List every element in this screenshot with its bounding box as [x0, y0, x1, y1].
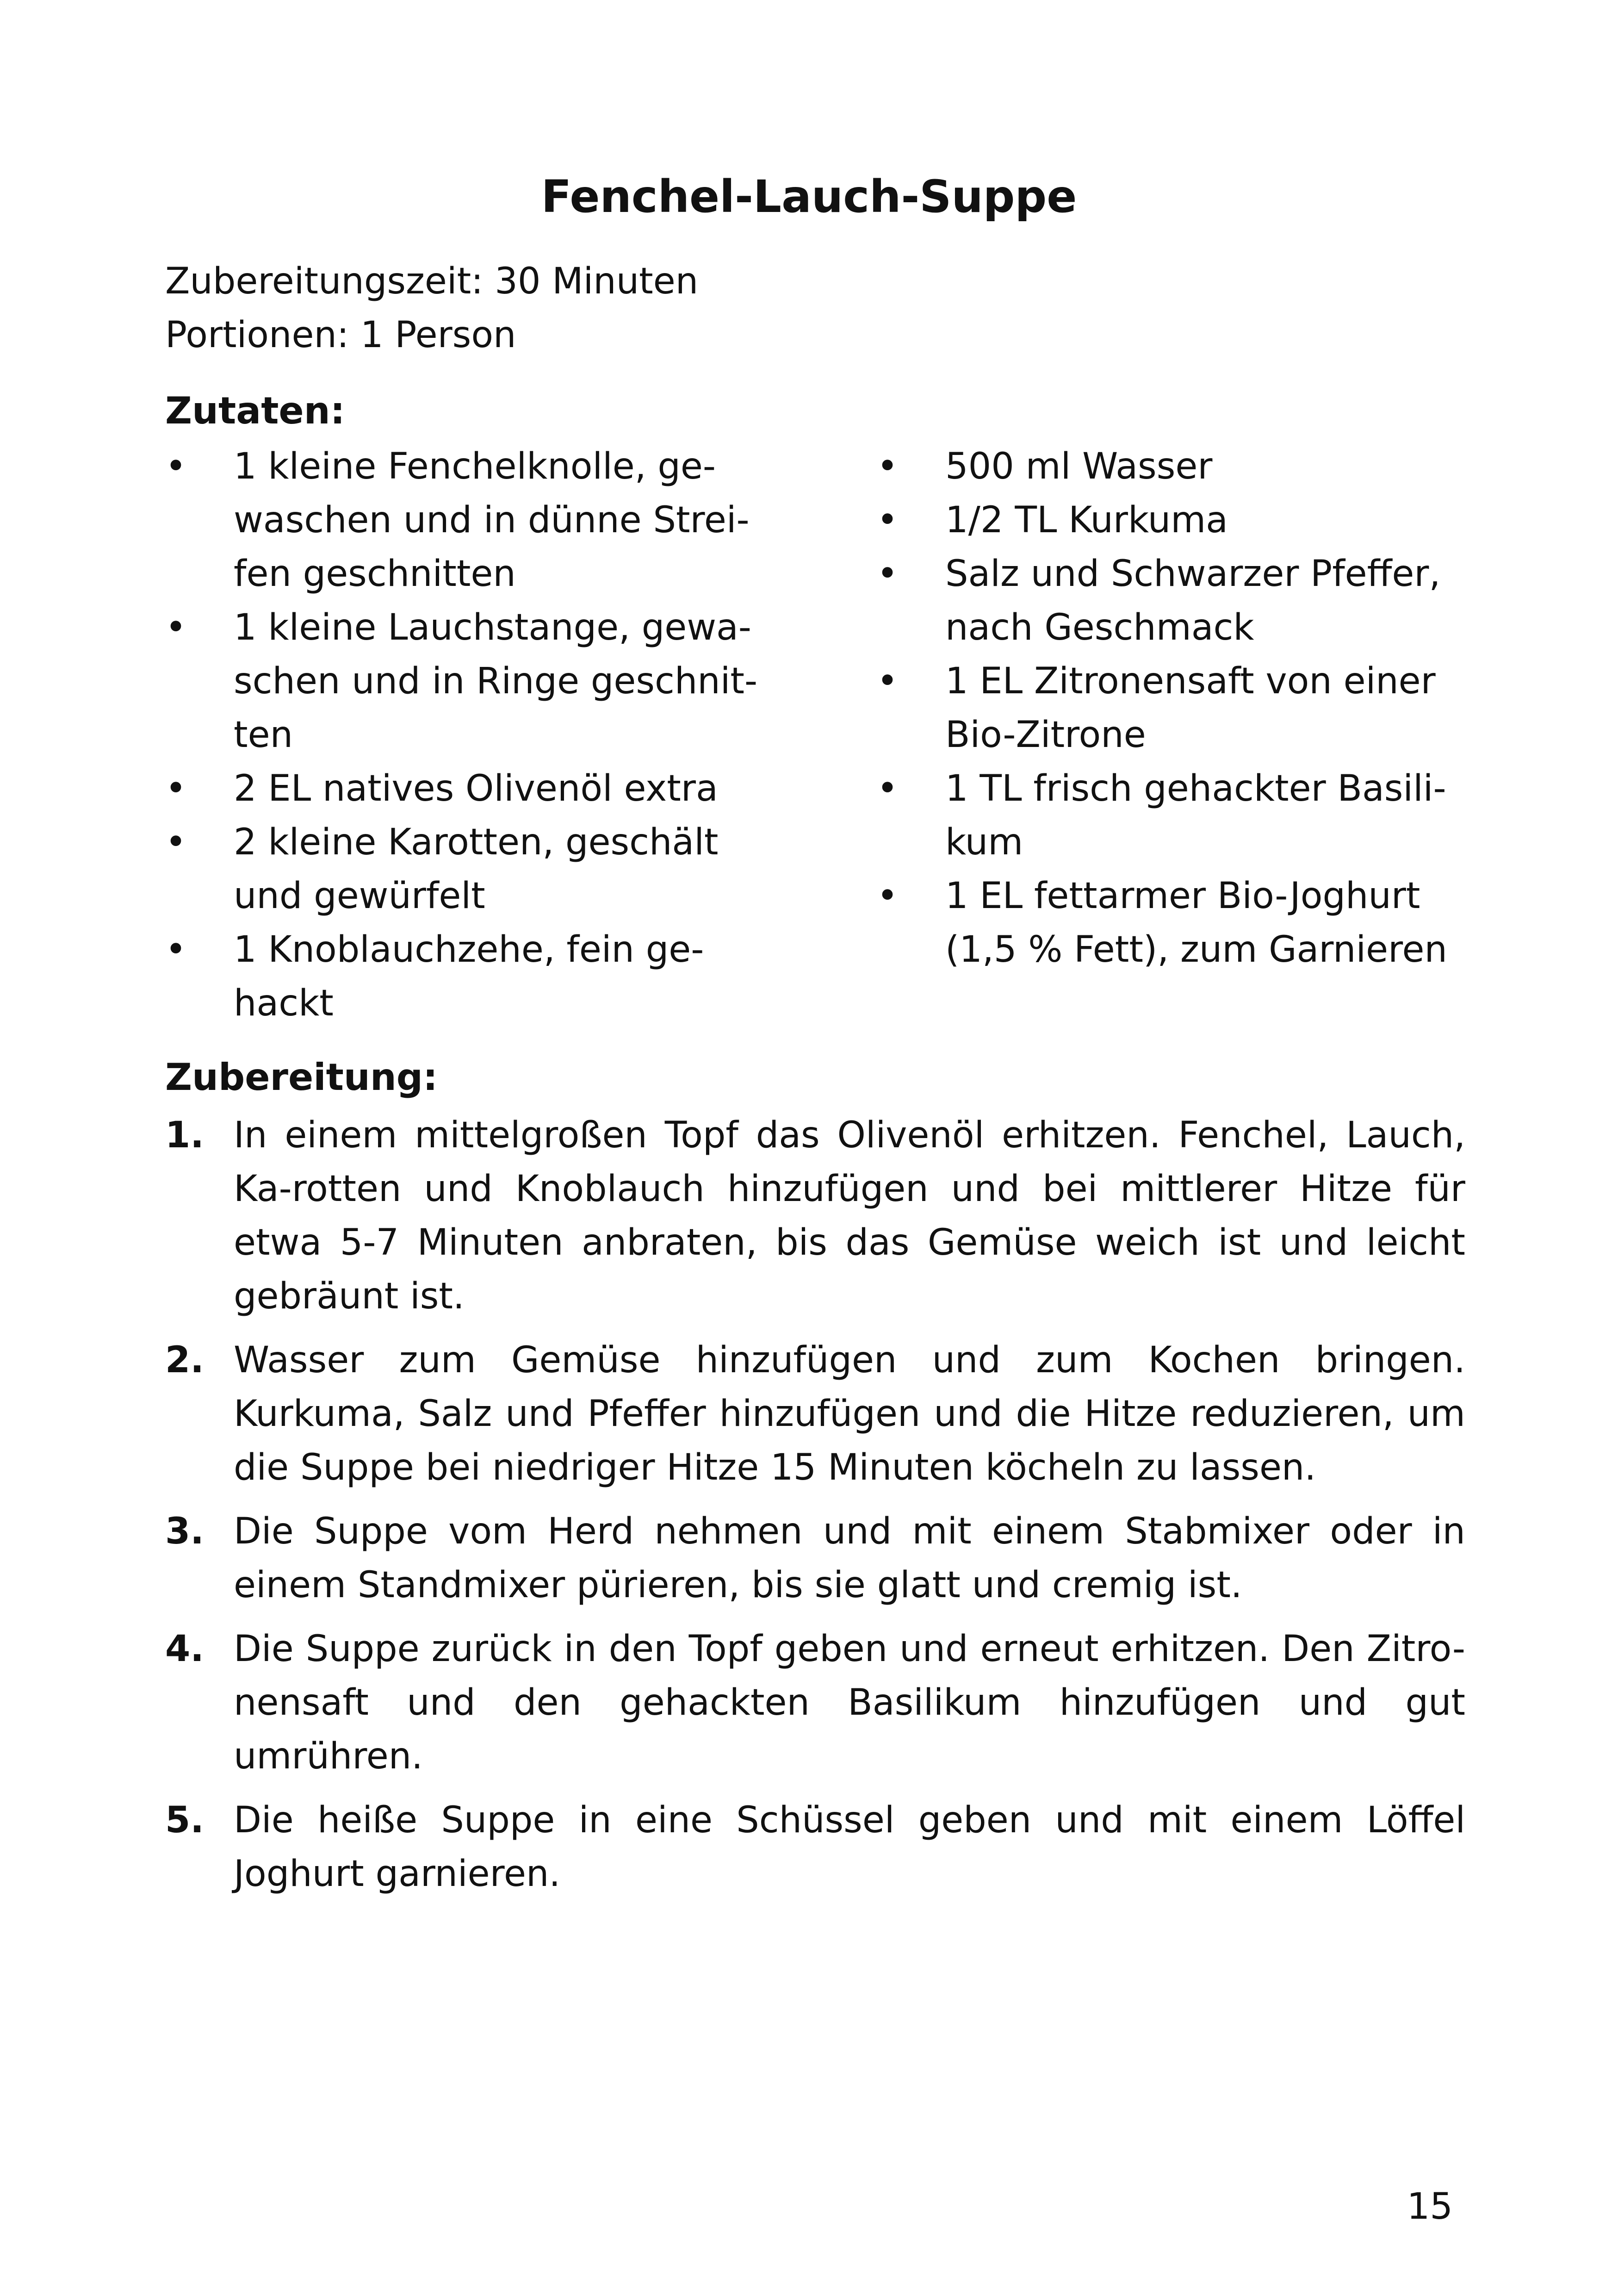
ingredient-text: 1 EL fettarmer Bio-Joghurt (1,5 % Fett), zum Garnieren — [945, 875, 1447, 971]
ingredient-text: 2 EL natives Olivenöl extra — [234, 768, 718, 809]
ingredient-text: 1/2 TL Kurkuma — [945, 499, 1228, 541]
ingredient-text: 1 TL frisch gehackter Basili- kum — [945, 768, 1446, 863]
ingredient-item — [165, 762, 794, 815]
ingredient-item — [165, 601, 794, 762]
ingredients-list-left — [165, 440, 794, 1030]
step-text: Wasser zum Gemüse hinzufügen und zum Kochen bringen. Kurkuma, Salz und Pfeffer hinzufügen und die Hitze reduzieren, um die Suppe bei niedriger Hitze 15 Minuten köcheln zu lassen. — [234, 1339, 1465, 1488]
bullet-icon: • — [877, 499, 899, 541]
step-text: Die heiße Suppe in eine Schüssel geben und mit einem Löffel Joghurt garnieren. — [234, 1799, 1465, 1895]
ingredient-text: 1 EL Zitronensaft von einer Bio-Zitrone — [945, 660, 1436, 756]
ingredient-text: 2 kleine Karotten, geschält und gewürfelt — [234, 821, 719, 917]
ingredient-item — [877, 547, 1488, 654]
bullet-icon: • — [165, 821, 187, 863]
ingredient-item — [877, 654, 1488, 762]
ingredient-item — [877, 869, 1488, 977]
step-number: 5. — [165, 1799, 204, 1841]
prep-time: Zubereitungszeit: 30 Minuten — [165, 261, 699, 302]
bullet-icon: • — [165, 768, 187, 809]
bullet-icon: • — [165, 929, 187, 971]
bullet-icon: • — [165, 446, 187, 487]
recipe-title: Fenchel-Lauch-Suppe — [541, 171, 1077, 223]
ingredient-text: 1 kleine Lauchstange, gewa- schen und in Ringe geschnit- ten — [234, 607, 758, 756]
step-text: Die Suppe vom Herd nehmen und mit einem Stabmixer oder in einem Standmixer pürieren, bis sie glatt und cremig ist. — [234, 1511, 1465, 1606]
preparation-heading: Zubereitung: — [165, 1056, 438, 1099]
step-text: Die Suppe zurück in den Topf geben und erneut erhitzen. Den Zitro-nensaft und den gehackten Basilikum hinzufügen und gut umrühren. — [234, 1628, 1465, 1777]
ingredient-text: Salz und Schwarzer Pfeffer, nach Geschmack — [945, 553, 1441, 648]
ingredient-text: 1 kleine Fenchelknolle, ge- waschen und in dünne Strei- fen geschnitten — [234, 446, 750, 595]
bullet-icon: • — [877, 553, 899, 595]
bullet-icon: • — [165, 607, 187, 648]
bullet-icon: • — [877, 768, 899, 809]
preparation-step — [165, 1622, 1465, 1783]
step-number: 2. — [165, 1339, 204, 1381]
ingredient-item — [877, 440, 1488, 493]
step-text: In einem mittelgroßen Topf das Olivenöl erhitzen. Fenchel, Lauch, Ka-rotten und Knoblauch hinzufügen und bei mittlerer Hitze für etwa 5-7 Minuten anbraten, bis das Gemüse weich ist und leicht gebräunt ist. — [234, 1114, 1465, 1317]
ingredient-text: 500 ml Wasser — [945, 446, 1213, 487]
step-number: 4. — [165, 1628, 204, 1670]
ingredient-item — [877, 493, 1488, 547]
bullet-icon: • — [877, 660, 899, 702]
preparation-step — [165, 1108, 1465, 1323]
bullet-icon: • — [877, 875, 899, 917]
preparation-steps — [165, 1108, 1465, 1911]
ingredient-text: 1 Knoblauchzehe, fein ge- hackt — [234, 929, 704, 1024]
ingredient-item — [165, 815, 794, 923]
preparation-step — [165, 1505, 1465, 1612]
step-number: 1. — [165, 1114, 204, 1156]
ingredient-item — [877, 762, 1488, 869]
ingredient-item — [165, 923, 794, 1030]
page-number: 15 — [1407, 2186, 1453, 2228]
ingredients-heading: Zutaten: — [165, 389, 345, 432]
portions: Portionen: 1 Person — [165, 314, 516, 356]
ingredient-item — [165, 440, 794, 601]
step-number: 3. — [165, 1511, 204, 1552]
ingredients-list-right — [877, 440, 1488, 977]
preparation-step — [165, 1793, 1465, 1901]
bullet-icon: • — [877, 446, 899, 487]
preparation-step — [165, 1333, 1465, 1494]
